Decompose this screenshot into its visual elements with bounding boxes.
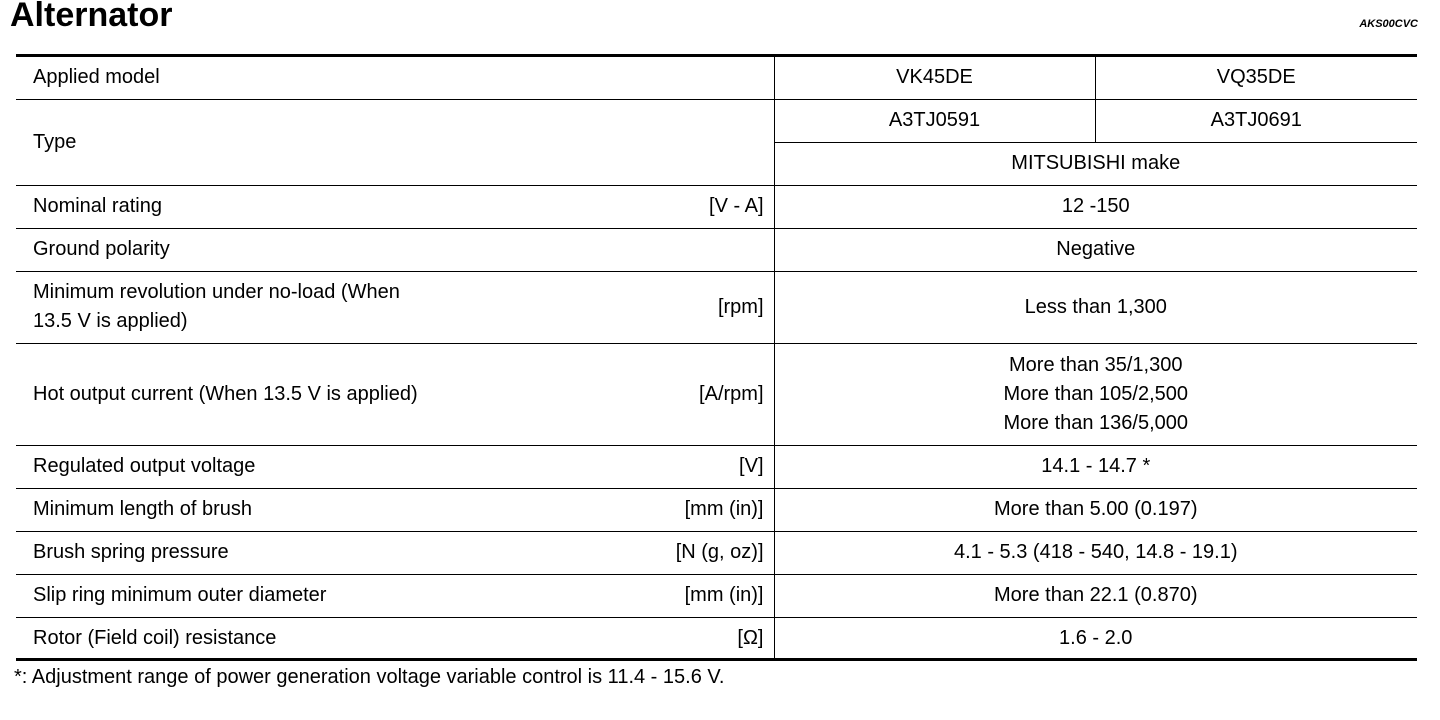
table-row [16, 488, 1417, 531]
row-unit: [rpm] [621, 271, 774, 343]
type-label: Type [16, 99, 774, 185]
row-unit: [Ω] [621, 617, 774, 660]
row-unit: [N (g, oz)] [621, 531, 774, 574]
table-row [16, 185, 1417, 228]
row-unit: [mm (in)] [621, 488, 774, 531]
model-vq35de: VQ35DE [1095, 57, 1417, 99]
row-value: Negative [774, 228, 1417, 271]
specification-table [16, 57, 1417, 660]
row-label: Slip ring minimum outer diameter [16, 574, 621, 617]
row-value: More than 35/1,300 More than 105/2,500 More than 136/5,000 [774, 343, 1417, 445]
row-value: More than 5.00 (0.197) [774, 488, 1417, 531]
page-title: Alternator [10, 0, 173, 34]
type-part-vq35de: A3TJ0691 [1095, 99, 1417, 142]
row-unit [621, 228, 774, 271]
table-row [16, 445, 1417, 488]
table-row [16, 343, 1417, 445]
document-code: AKS00CVC [1359, 18, 1418, 30]
row-label: Brush spring pressure [16, 531, 621, 574]
table-row [16, 574, 1417, 617]
row-value: 12 -150 [774, 185, 1417, 228]
row-value: 1.6 - 2.0 [774, 617, 1417, 660]
row-unit: [V] [621, 445, 774, 488]
row-unit: [mm (in)] [621, 574, 774, 617]
row-label: Minimum revolution under no-load (When 13.5 V is applied) [16, 271, 621, 343]
footnote: *: Adjustment range of power generation voltage variable control is 11.4 - 15.6 V. [14, 666, 725, 688]
type-part-vk45de: A3TJ0591 [774, 99, 1095, 142]
model-vk45de: VK45DE [774, 57, 1095, 99]
table-bottom-rule [16, 658, 1417, 661]
row-label: Hot output current (When 13.5 V is applied) [16, 343, 621, 445]
row-value: Less than 1,300 [774, 271, 1417, 343]
table-row [16, 271, 1417, 343]
type-make: MITSUBISHI make [774, 142, 1417, 185]
row-label: Ground polarity [16, 228, 621, 271]
applied-model-label: Applied model [16, 57, 774, 99]
row-label: Nominal rating [16, 185, 621, 228]
row-label: Minimum length of brush [16, 488, 621, 531]
row-value: More than 22.1 (0.870) [774, 574, 1417, 617]
row-label: Rotor (Field coil) resistance [16, 617, 621, 660]
row-unit: [V - A] [621, 185, 774, 228]
row-unit: [A/rpm] [621, 343, 774, 445]
table-row [16, 617, 1417, 660]
table-row [16, 57, 1417, 99]
table-row [16, 531, 1417, 574]
row-value: 14.1 - 14.7 * [774, 445, 1417, 488]
row-label: Regulated output voltage [16, 445, 621, 488]
table-row [16, 99, 1417, 142]
row-value: 4.1 - 5.3 (418 - 540, 14.8 - 19.1) [774, 531, 1417, 574]
table-row [16, 228, 1417, 271]
